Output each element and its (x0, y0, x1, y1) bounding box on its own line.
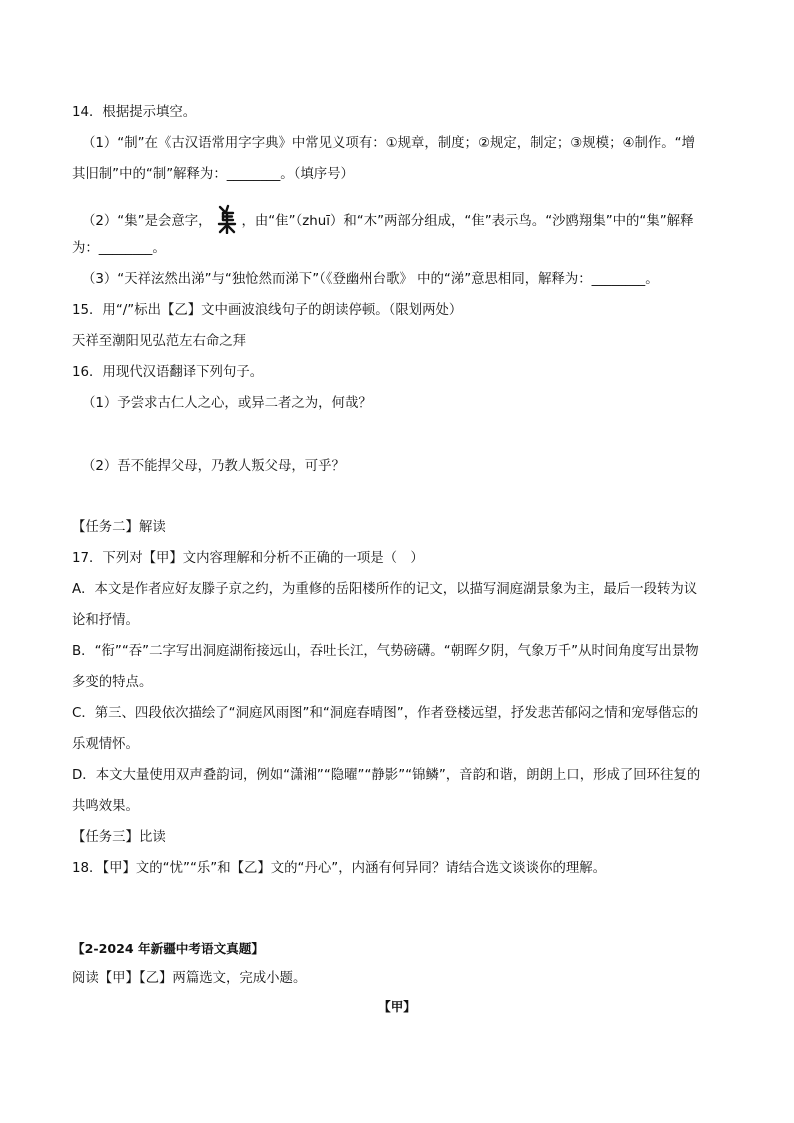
q17-option-b-line1: B．“衔”“吞”二字写出洞庭湖衔接远山，吞吐长江，气势磅礴。“朝晖夕阴，气象万千”从时间角度写出景物 (72, 644, 699, 659)
q14-part1-line2: 其旧制”中的“制”解释为：________。（填序号） (72, 167, 354, 182)
q18-question: 18．【甲】文的“忧”“乐”和【乙】文的“丹心”，内涵有何异同？请结合选文谈谈你的理解。 (72, 861, 607, 876)
q15-title: 15．用“/”标出【乙】文中画波浪线句子的朗读停顿。（限划两处） (72, 303, 463, 318)
q17-option-c-line1: C．第三、四段依次描绘了“洞庭风雨图”和“洞庭春晴图”，作者登楼远望，抒发悲苦郁闷之情和宠辱偕忘的 (72, 706, 699, 721)
q14-part3: （3）“天祥泫然出涕”与“独怆然而涕下”（《登幽州台歌》 中的“涕”意思相同，解释为：________。 (82, 272, 659, 287)
ji-seal-script-glyph (216, 204, 238, 234)
q17-option-b-line2: 多变的特点。 (72, 675, 153, 690)
section2-jia-heading: 【甲】 (378, 999, 416, 1014)
q17-option-c-line2: 乐观情怀。 (72, 737, 139, 752)
task2-heading: 【任务二】解读 (72, 520, 166, 535)
section2-title: 【2-2024 年新疆中考语文真题】 (72, 941, 264, 956)
q17-option-a-line2: 论和抒情。 (72, 613, 139, 628)
q14-part2-line1 (82, 204, 693, 234)
task3-heading: 【任务三】比读 (72, 830, 166, 845)
q14-part2-before: （2）“集”是会意字， (82, 214, 212, 229)
section2-intro: 阅读【甲】【乙】两篇选文，完成小题。 (72, 971, 307, 986)
q16-sentence-1: （1）予尝求古仁人之心，或异二者之为，何哉？ (82, 396, 372, 411)
q17-option-a-line1: A．本文是作者应好友滕子京之约，为重修的岳阳楼所作的记文，以描写洞庭湖景象为主，最后一段转为议 (72, 582, 698, 597)
q15-sentence: 天祥至潮阳见弘范左右命之拜 (72, 334, 247, 349)
q14-title: 14．根据提示填空。 (72, 105, 197, 120)
q14-part2-after: ，由“隹”（zhuī）和“木”两部分组成，“隹”表示鸟。“沙鸥翔集”中的“集”解释 (241, 214, 694, 229)
q14-part2-line2: 为：________。 (72, 241, 166, 256)
q14-part1-line1: （1）“制”在《古汉语常用字字典》中常见义项有：①规章，制度；②规定，制定；③规模；④制作。“增 (82, 136, 695, 151)
q17-title: 17．下列对【甲】文内容理解和分析不正确的一项是（ ） (72, 551, 424, 566)
q16-title: 16．用现代汉语翻译下列句子。 (72, 365, 264, 380)
q16-sentence-2: （2）吾不能捍父母，乃教人叛父母，可乎？ (82, 459, 345, 474)
q17-option-d-line1: D．本文大量使用双声叠韵词，例如“潇湘”“隐曜”“静影”“锦鳞”，音韵和谐，朗朗上口，形成了回环往复的 (72, 768, 701, 783)
q17-option-d-line2: 共鸣效果。 (72, 799, 139, 814)
